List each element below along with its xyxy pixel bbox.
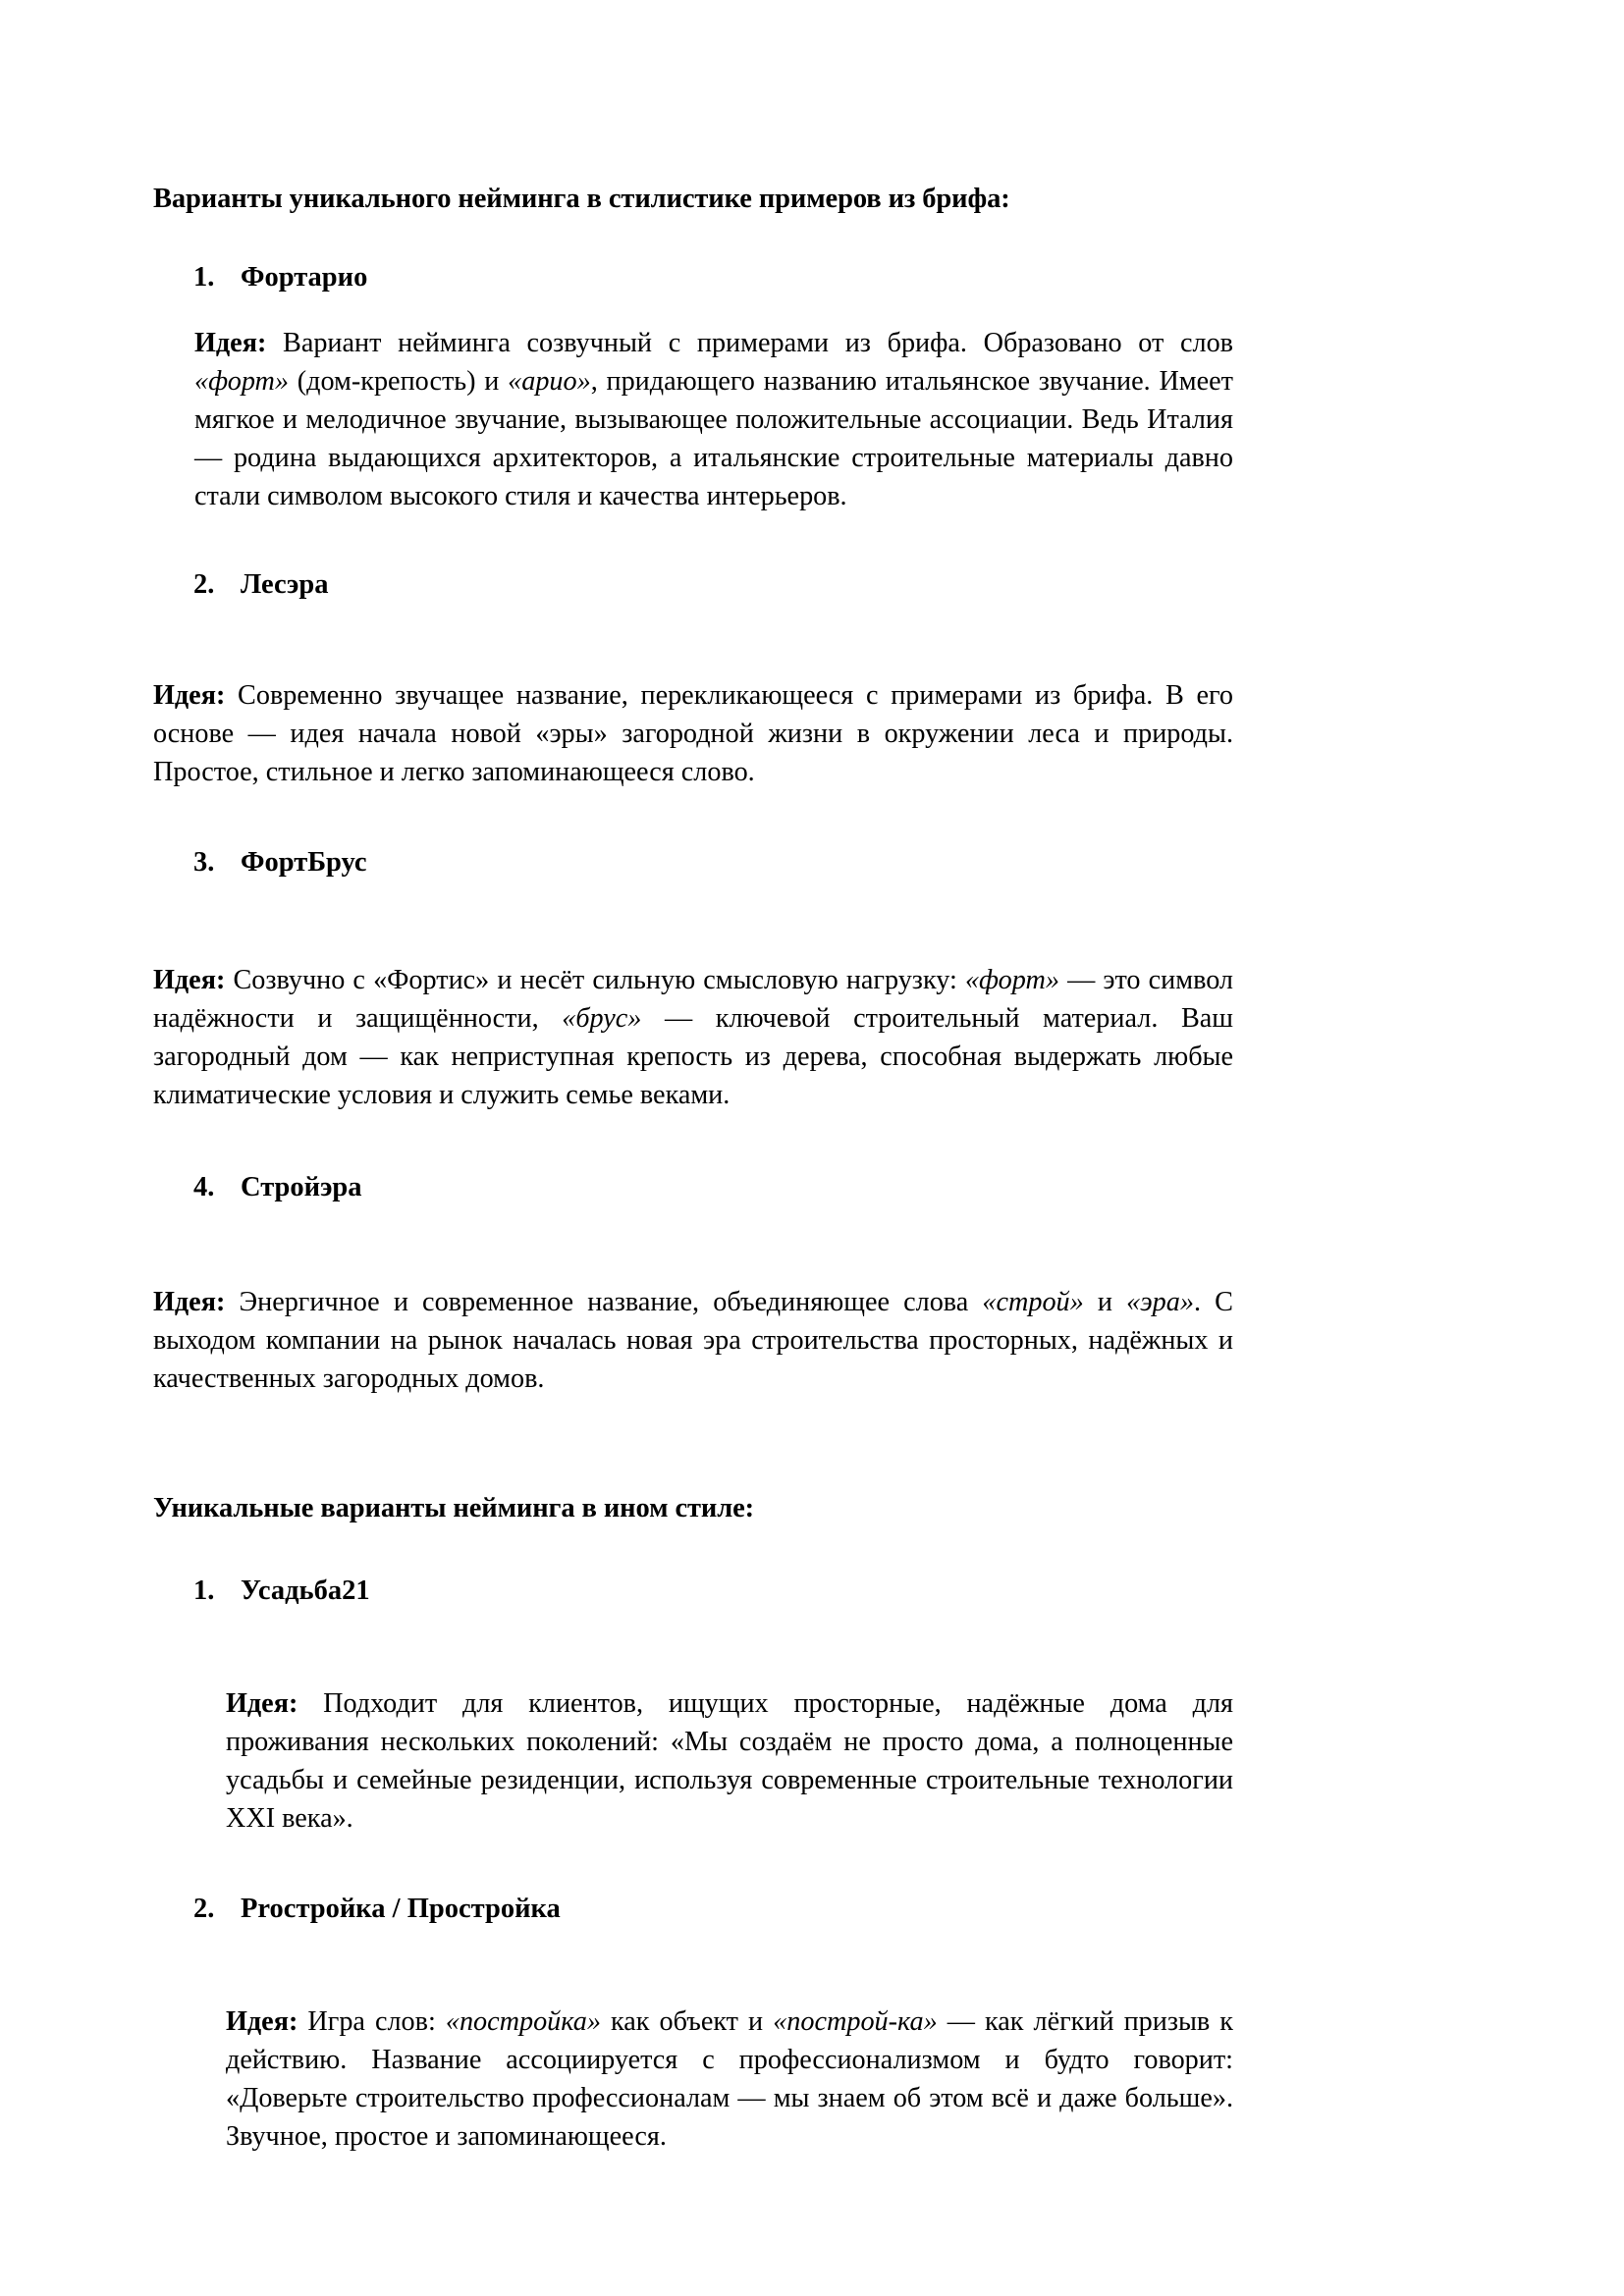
- list-item: [153, 1171, 1233, 1204]
- list-item: [153, 1893, 1233, 1926]
- list-item-number: 1.: [193, 261, 215, 293]
- plain-text: — как лёгкий призыв к действию. Название ассоциируется с профессионализмом и будто говорит: «Доверьте строительство профессионалам — мы знаем об этом всё и даже больше». Звучное, простое и запоминающееся.: [226, 2006, 1233, 2153]
- plain-text: Вариант нейминга созвучный с примерами из брифа. Образовано от слов: [266, 327, 1233, 358]
- idea-text: [226, 2006, 1233, 2152]
- idea-text: [153, 1287, 1233, 1394]
- idea-paragraph: [153, 324, 1233, 515]
- emphasis-text: «арио»: [508, 365, 591, 397]
- idea-label: Идея:: [153, 680, 226, 712]
- section-spacer: [153, 1398, 1233, 1492]
- plain-text: Созвучно с «Фортис» и несёт сильную смысловую нагрузку:: [225, 964, 965, 995]
- list-item: [153, 568, 1233, 602]
- idea-text: [226, 1688, 1233, 1834]
- document-body: [153, 183, 1233, 2156]
- list-item: [153, 846, 1233, 880]
- list-item-number: 2.: [193, 569, 215, 601]
- list-item-name: Усадьба21: [241, 1575, 370, 1606]
- idea-text: [194, 328, 1233, 511]
- emphasis-text: «форт»: [194, 365, 289, 397]
- plain-text: и: [1083, 1286, 1127, 1317]
- list-item-name: Фортарио: [241, 261, 368, 293]
- plain-text: как объект и: [600, 2006, 774, 2038]
- emphasis-text: «брус»: [562, 1002, 642, 1034]
- plain-text: Современно звучащее название, перекликающееся с примерами из брифа. В его основе — идея начала новой «эры» загородной жизни в окружении леса и природы. Простое, стильное и легко запоминающееся слово.: [153, 680, 1233, 788]
- list-item-name: Стройэра: [241, 1171, 362, 1202]
- emphasis-text: «постройка»: [445, 2006, 601, 2038]
- plain-text: Игра слов:: [298, 2006, 446, 2038]
- plain-text: , придающего названию итальянское звучание. Имеет мягкое и мелодичное звучание, вызывающее положительные ассоциации. Ведь Италия — родина выдающихся архитекторов, а итальянские строительные материалы давно стали символом высокого стиля и качества интерьеров.: [194, 365, 1233, 511]
- section-1-heading: Варианты уникального нейминга в стилистике примеров из брифа:: [153, 184, 1010, 214]
- list-item-name: ФортБрус: [241, 847, 367, 879]
- emphasis-text: «эра»: [1126, 1286, 1194, 1317]
- emphasis-text: «форт»: [964, 964, 1059, 995]
- idea-label: Идея:: [153, 964, 226, 995]
- list-item-number: 2.: [193, 1894, 215, 1925]
- emphasis-text: «строй»: [982, 1286, 1084, 1317]
- idea-label: Идея:: [226, 1687, 298, 1719]
- list-item-name: Proстройка / Простройка: [241, 1894, 561, 1925]
- plain-text: — это символ надёжности и защищённости,: [153, 964, 1233, 1034]
- plain-text: Подходит для клиентов, ищущих просторные, надёжные дома для проживания нескольких поколений: «Мы создаём не просто дома, а полноценные усадьбы и семейные резиденции, используя современные строительные технологии XXI века».: [226, 1687, 1233, 1835]
- idea-paragraph: [153, 2002, 1233, 2156]
- idea-label: Идея:: [194, 327, 267, 358]
- plain-text: Энергичное и современное название, объединяющее слова: [225, 1286, 983, 1317]
- plain-text: (дом-крепость) и: [289, 365, 509, 397]
- list-item: [153, 261, 1233, 294]
- idea-paragraph: [153, 676, 1233, 791]
- list-item-number: 1.: [193, 1575, 215, 1606]
- list-item-name: Лесэра: [241, 569, 329, 601]
- idea-paragraph: [153, 1684, 1233, 1838]
- idea-label: Идея:: [153, 1286, 226, 1317]
- section-2-heading: Уникальные варианты нейминга в ином стиле:: [153, 1493, 755, 1524]
- list-item-number: 3.: [193, 847, 215, 879]
- idea-paragraph: [153, 961, 1233, 1114]
- idea-label: Идея:: [226, 2006, 298, 2038]
- emphasis-text: «построй-ка»: [773, 2006, 938, 2038]
- idea-text: [153, 965, 1233, 1110]
- plain-text: . С выходом компании на рынок началась новая эра строительства просторных, надёжных и качественных загородных домов.: [153, 1286, 1233, 1395]
- list-item-number: 4.: [193, 1171, 215, 1202]
- list-item: [153, 1575, 1233, 1608]
- idea-text: [153, 680, 1233, 787]
- idea-paragraph: [153, 1283, 1233, 1398]
- plain-text: — ключевой строительный материал. Ваш загородный дом — как неприступная крепость из дерева, способная выдержать любые климатические условия и служить семье веками.: [153, 1002, 1233, 1110]
